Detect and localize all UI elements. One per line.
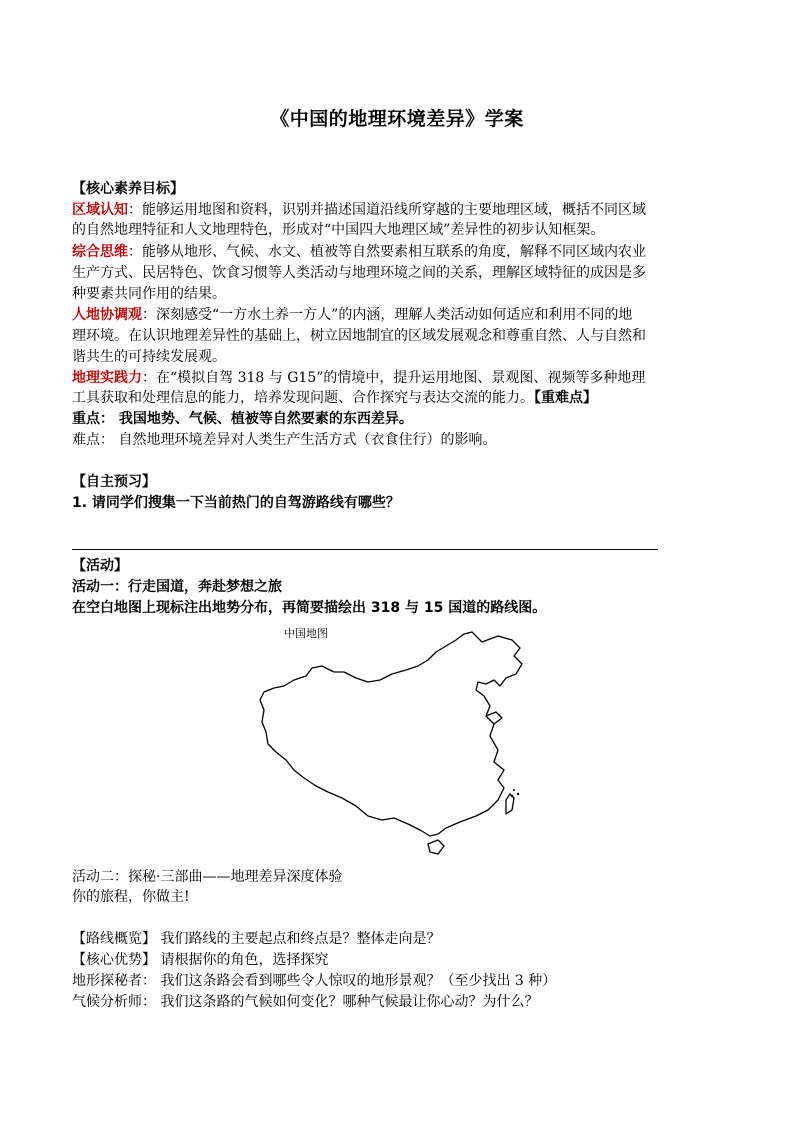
core-advantage: 【核心优势】 请根据你的角色，选择探究 [72,952,329,968]
activity-two-title: 活动二：探秘·三部曲——地理差异深度体验 [72,869,343,885]
island-dot [513,789,515,791]
china-outline [260,632,522,836]
goal-synthesis-line2: 生产方式、民居特色、饮食习惯等人类活动与地理环境之间的关系，理解区域特征的成因是多 [72,265,646,281]
goal-practice-text1: ：在“模拟自驾 318 与 G15”的情境中，提升运用地图、景观图、视频等多种地理 [142,370,646,386]
goal-region-text1: ：能够运用地图和资料，识别并描述国道沿线所穿越的主要地理区域，概括不同区域 [128,202,646,218]
answer-line[interactable] [72,549,658,550]
activity-heading: 【活动】 [72,558,128,574]
goal-harmony-text1: ：深刻感受“一方水土养一方人”的内涵，理解人类活动如何适应和利用不同的地 [142,307,633,323]
goal-region-label: 区域认知 [72,202,128,218]
goal-synthesis-text1: ：能够从地形、气候、水文、植被等自然要素相互联系的角度，解释不同区域内农业 [128,244,646,260]
terrain-explorer: 地形探秘者： 我们这条路会看到哪些令人惊叹的地形景观？（至少找出 3 种） [72,973,557,989]
activity-one-title: 活动一：行走国道，奔赴梦想之旅 [72,579,282,595]
taiwan-island [506,794,514,814]
goal-region-line2: 的自然地理特征和人文地理特色，形成对“中国四大地理区域”差异性的初步认知框架。 [72,222,605,238]
key-difficulty-heading: 【重难点】 [534,390,597,406]
hainan-island [428,840,444,854]
goal-synthesis-line3: 种要素共同作用的结果。 [72,286,226,302]
island-dot [517,793,519,795]
key-point: 重点： 我国地势、气候、植被等自然要素的东西差异。 [72,411,413,427]
goals-heading: 【核心素养目标】 [72,181,184,197]
goal-practice-label: 地理实践力 [72,370,142,386]
preview-question-1: 1. 请同学们搜集一下当前热门的自驾游路线有哪些？ [72,495,400,511]
route-overview: 【路线概览】 我们路线的主要起点和终点是？整体走向是？ [72,931,441,947]
goal-practice-text2: 工具获取和处理信息的能力，培养发现问题、合作探究与表达交流的能力。 [72,390,534,406]
goal-harmony-line3: 谐共生的可持续发展观。 [72,349,226,365]
goal-harmony-label: 人地协调观 [72,307,142,323]
goal-region-line1 [72,200,727,220]
page-title: 《中国的地理环境差异》学案 [270,108,524,130]
climate-analyst: 气候分析师： 我们这条路的气候如何变化？哪种气候最让你心动？为什么？ [72,994,539,1010]
activity-one-task: 在空白地图上现标注出地势分布，再简要描绘出 318 与 15 国道的路线图。 [72,600,547,616]
goal-synthesis-label: 综合思维 [72,244,128,260]
difficulty-point: 难点： 自然地理环境差异对人类生产生活方式（衣食住行）的影响。 [72,432,497,448]
preview-heading: 【自主预习】 [72,474,156,490]
goal-practice-line2 [72,388,727,408]
china-blank-map[interactable] [250,620,540,860]
goal-practice-line1 [72,368,727,388]
island-dot [511,795,513,797]
goal-harmony-line2: 理环境。在认识地理差异性的基础上，树立因地制宜的区域发展观念和尊重自然、人与自然和 [72,328,646,344]
activity-two-subtitle: 你的旅程，你做主! [72,889,190,905]
goal-harmony-line1 [72,305,727,325]
map-label: 中国地图 [284,627,328,640]
goal-synthesis-line1 [72,242,727,262]
